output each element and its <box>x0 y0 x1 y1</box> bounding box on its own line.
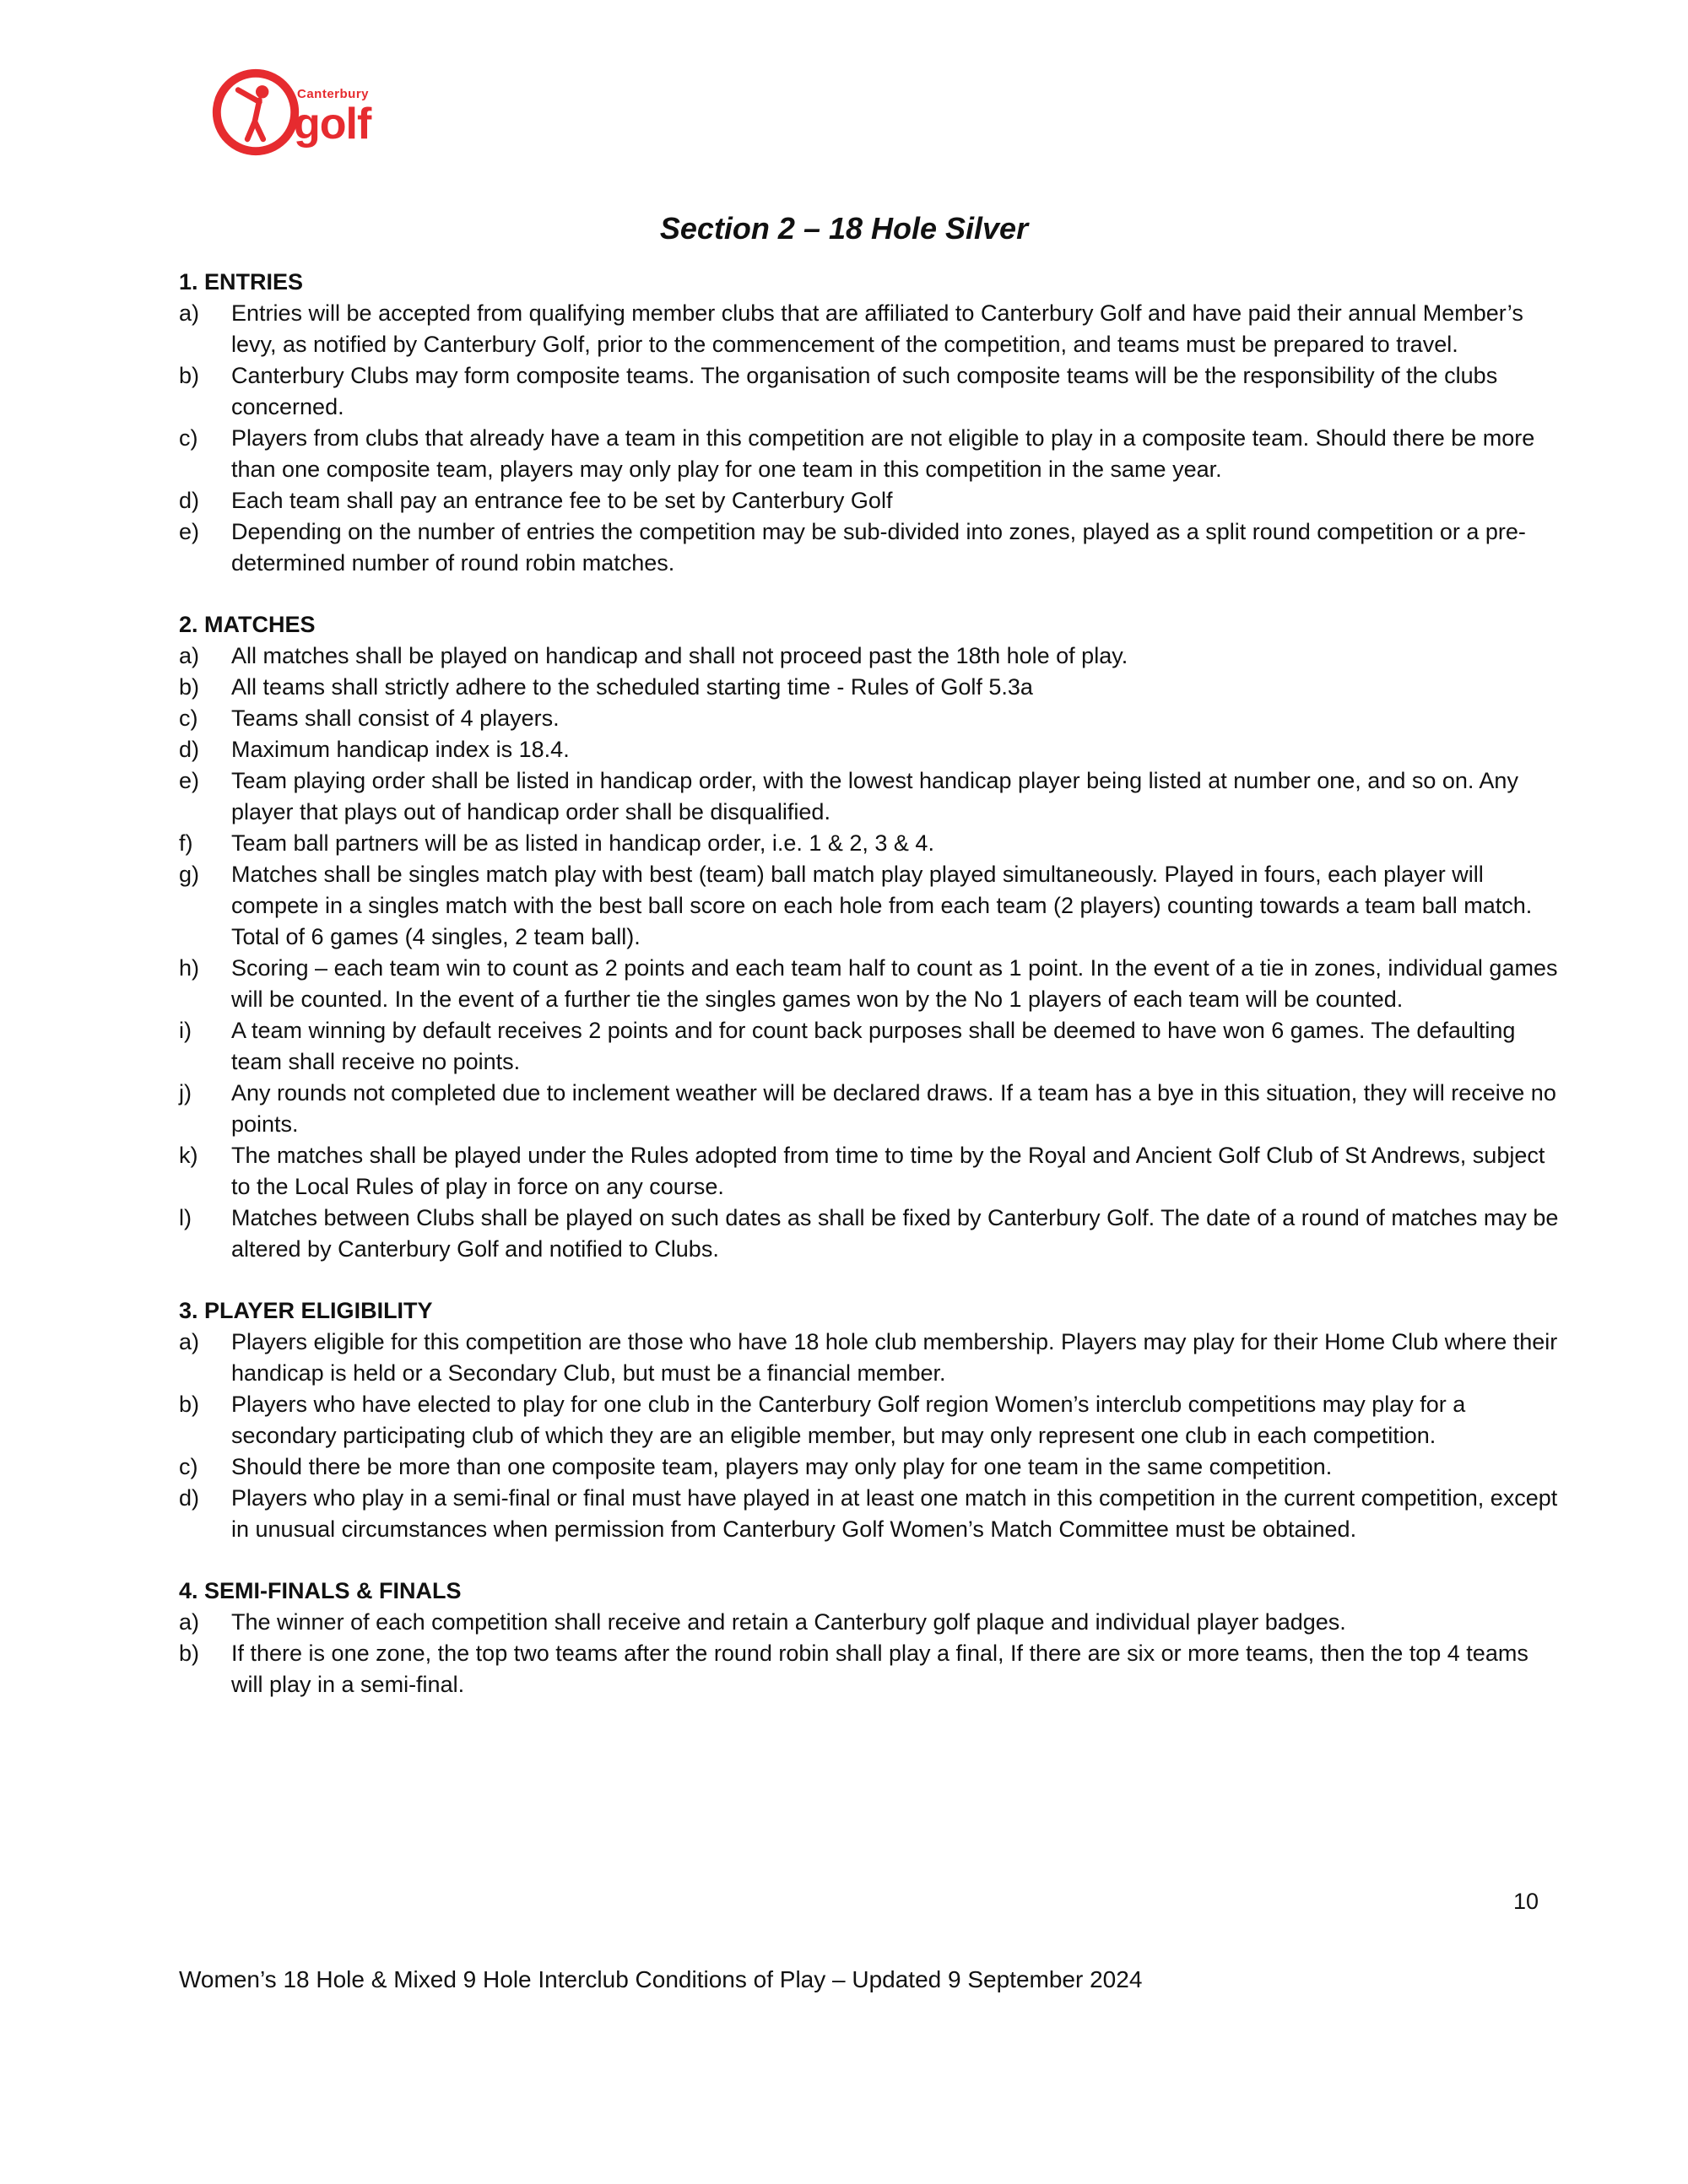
item-text: Should there be more than one composite team, players may only play for one team in the same competition. <box>231 1454 1333 1479</box>
item-label: e) <box>179 519 200 544</box>
list-item <box>179 485 1563 516</box>
list-item <box>179 1203 1563 1265</box>
list-item <box>179 859 1563 953</box>
list-item <box>179 1451 1563 1483</box>
list-item <box>179 734 1563 765</box>
section-heading: 2. MATCHES <box>179 612 316 637</box>
item-text: All teams shall strictly adhere to the scheduled starting time - Rules of Golf 5.3a <box>231 674 1033 700</box>
list-item <box>179 1638 1563 1700</box>
list-item <box>179 1078 1563 1140</box>
item-text: Players who have elected to play for one club in the Canterbury Golf region Women’s interclub competitions may play for a secondary participating club of which they are an eligible member, but may only represent one club in each competition. <box>231 1392 1466 1448</box>
logo-main-text: golf <box>294 100 371 149</box>
item-text: Matches between Clubs shall be played on such dates as shall be fixed by Canterbury Golf. The date of a round of matches may be altered by Canterbury Golf and notified to Clubs. <box>231 1205 1559 1262</box>
item-label: a) <box>179 300 200 326</box>
document-footer: Women’s 18 Hole & Mixed 9 Hole Interclub Conditions of Play – Updated 9 September 2024 <box>179 1966 1143 1992</box>
item-label: f) <box>179 830 193 856</box>
list-item <box>179 953 1563 1015</box>
item-text: All matches shall be played on handicap and shall not proceed past the 18th hole of play. <box>231 643 1128 668</box>
item-text: Scoring – each team win to count as 2 points and each team half to count as 1 point. In the event of a tie in zones, individual games will be counted. In the event of a further tie the singles games won by the No 1 players of each team will be counted. <box>231 955 1558 1012</box>
item-label: a) <box>179 643 200 668</box>
item-text: Entries will be accepted from qualifying member clubs that are affiliated to Canterbury Golf and have paid their annual Member’s levy, as notified by Canterbury Golf, prior to the commencement of the competition, and teams must be prepared to travel. <box>231 300 1523 357</box>
list-item <box>179 298 1563 360</box>
item-label: c) <box>179 425 198 451</box>
logo-small-text: Canterbury <box>297 87 370 101</box>
section-heading: 1. ENTRIES <box>179 269 304 295</box>
page-title: Section 2 – 18 Hole Silver <box>659 211 1029 246</box>
item-label: l) <box>179 1205 192 1230</box>
logo-wordmark <box>294 87 371 149</box>
item-text: Players who play in a semi-final or final must have played in at least one match in this competition in the current competition, except in unusual circumstances when permission from Canterbury Golf Women’s Match Committee must be obtained. <box>231 1485 1558 1542</box>
list-item <box>179 1015 1563 1078</box>
item-text: If there is one zone, the top two teams after the round robin shall play a final, If there are six or more teams, then the top 4 teams will play in a semi-final. <box>231 1641 1528 1697</box>
list-item <box>179 516 1563 579</box>
item-text: Each team shall pay an entrance fee to be set by Canterbury Golf <box>231 488 893 513</box>
list-item <box>179 672 1563 703</box>
section-heading: 3. PLAYER ELIGIBILITY <box>179 1298 433 1323</box>
item-label: b) <box>179 1641 200 1666</box>
golfer-icon <box>209 66 302 163</box>
item-label: d) <box>179 737 200 762</box>
item-text: The matches shall be played under the Rules adopted from time to time by the Royal and Ancient Golf Club of St Andrews, subject to the Local Rules of play in force on any course. <box>231 1143 1545 1199</box>
item-text: Players from clubs that already have a team in this competition are not eligible to play in a composite team. Should there be more than one composite team, players may only play for one team in this competition in the same year. <box>231 425 1535 482</box>
list-item <box>179 1389 1563 1451</box>
section-heading: 4. SEMI-FINALS & FINALS <box>179 1578 462 1603</box>
item-text: Depending on the number of entries the competition may be sub-divided into zones, played as a split round competition or a pre-determined number of round robin matches. <box>231 519 1526 576</box>
item-label: a) <box>179 1329 200 1354</box>
list-item <box>179 1327 1563 1389</box>
section <box>179 1295 1563 1545</box>
section <box>179 267 1563 579</box>
list-item <box>179 360 1563 423</box>
item-text: A team winning by default receives 2 points and for count back purposes shall be deemed to have won 6 games. The defaulting team shall receive no points. <box>231 1018 1516 1074</box>
item-label: c) <box>179 1454 198 1479</box>
list-item <box>179 703 1563 734</box>
list-item <box>179 423 1563 485</box>
canterbury-golf-logo <box>209 66 371 163</box>
item-text: Canterbury Clubs may form composite teams. The organisation of such composite teams will be the responsibility of the clubs concerned. <box>231 363 1498 419</box>
item-text: Team ball partners will be as listed in handicap order, i.e. 1 & 2, 3 & 4. <box>231 830 934 856</box>
list-item <box>179 641 1563 672</box>
item-label: k) <box>179 1143 198 1168</box>
item-text: Teams shall consist of 4 players. <box>231 705 560 731</box>
list-item <box>179 765 1563 828</box>
item-label: d) <box>179 488 200 513</box>
item-text: The winner of each competition shall receive and retain a Canterbury golf plaque and individual player badges. <box>231 1609 1346 1635</box>
item-text: Any rounds not completed due to inclement weather will be declared draws. If a team has a bye in this situation, they will receive no points. <box>231 1080 1556 1137</box>
item-label: c) <box>179 705 198 731</box>
list-item <box>179 1140 1563 1203</box>
item-label: d) <box>179 1485 200 1511</box>
section <box>179 609 1563 1265</box>
list-item <box>179 828 1563 859</box>
item-label: a) <box>179 1609 200 1635</box>
item-label: j) <box>179 1080 192 1106</box>
list-item <box>179 1483 1563 1545</box>
list-item <box>179 1607 1563 1638</box>
item-label: e) <box>179 768 200 793</box>
item-label: b) <box>179 674 200 700</box>
sections <box>179 267 1563 1700</box>
item-text: Players eligible for this competition are those who have 18 hole club membership. Players may play for their Home Club where their handicap is held or a Secondary Club, but must be a financial member. <box>231 1329 1558 1386</box>
section <box>179 1576 1563 1700</box>
item-label: b) <box>179 363 200 388</box>
item-text: Maximum handicap index is 18.4. <box>231 737 570 762</box>
item-label: g) <box>179 862 200 887</box>
item-label: h) <box>179 955 200 981</box>
item-label: i) <box>179 1018 192 1043</box>
page-number: 10 <box>1512 1889 1539 1914</box>
item-text: Matches shall be singles match play with best (team) ball match play played simultaneously. Played in fours, each player will compete in a singles match with the best ball score on each hole from each team (2 players) counting towards a team ball match. Total of 6 games (4 singles, 2 team ball). <box>231 862 1533 949</box>
item-label: b) <box>179 1392 200 1417</box>
item-text: Team playing order shall be listed in handicap order, with the lowest handicap player being listed at number one, and so on. Any player that plays out of handicap order shall be disqualified. <box>231 768 1518 824</box>
